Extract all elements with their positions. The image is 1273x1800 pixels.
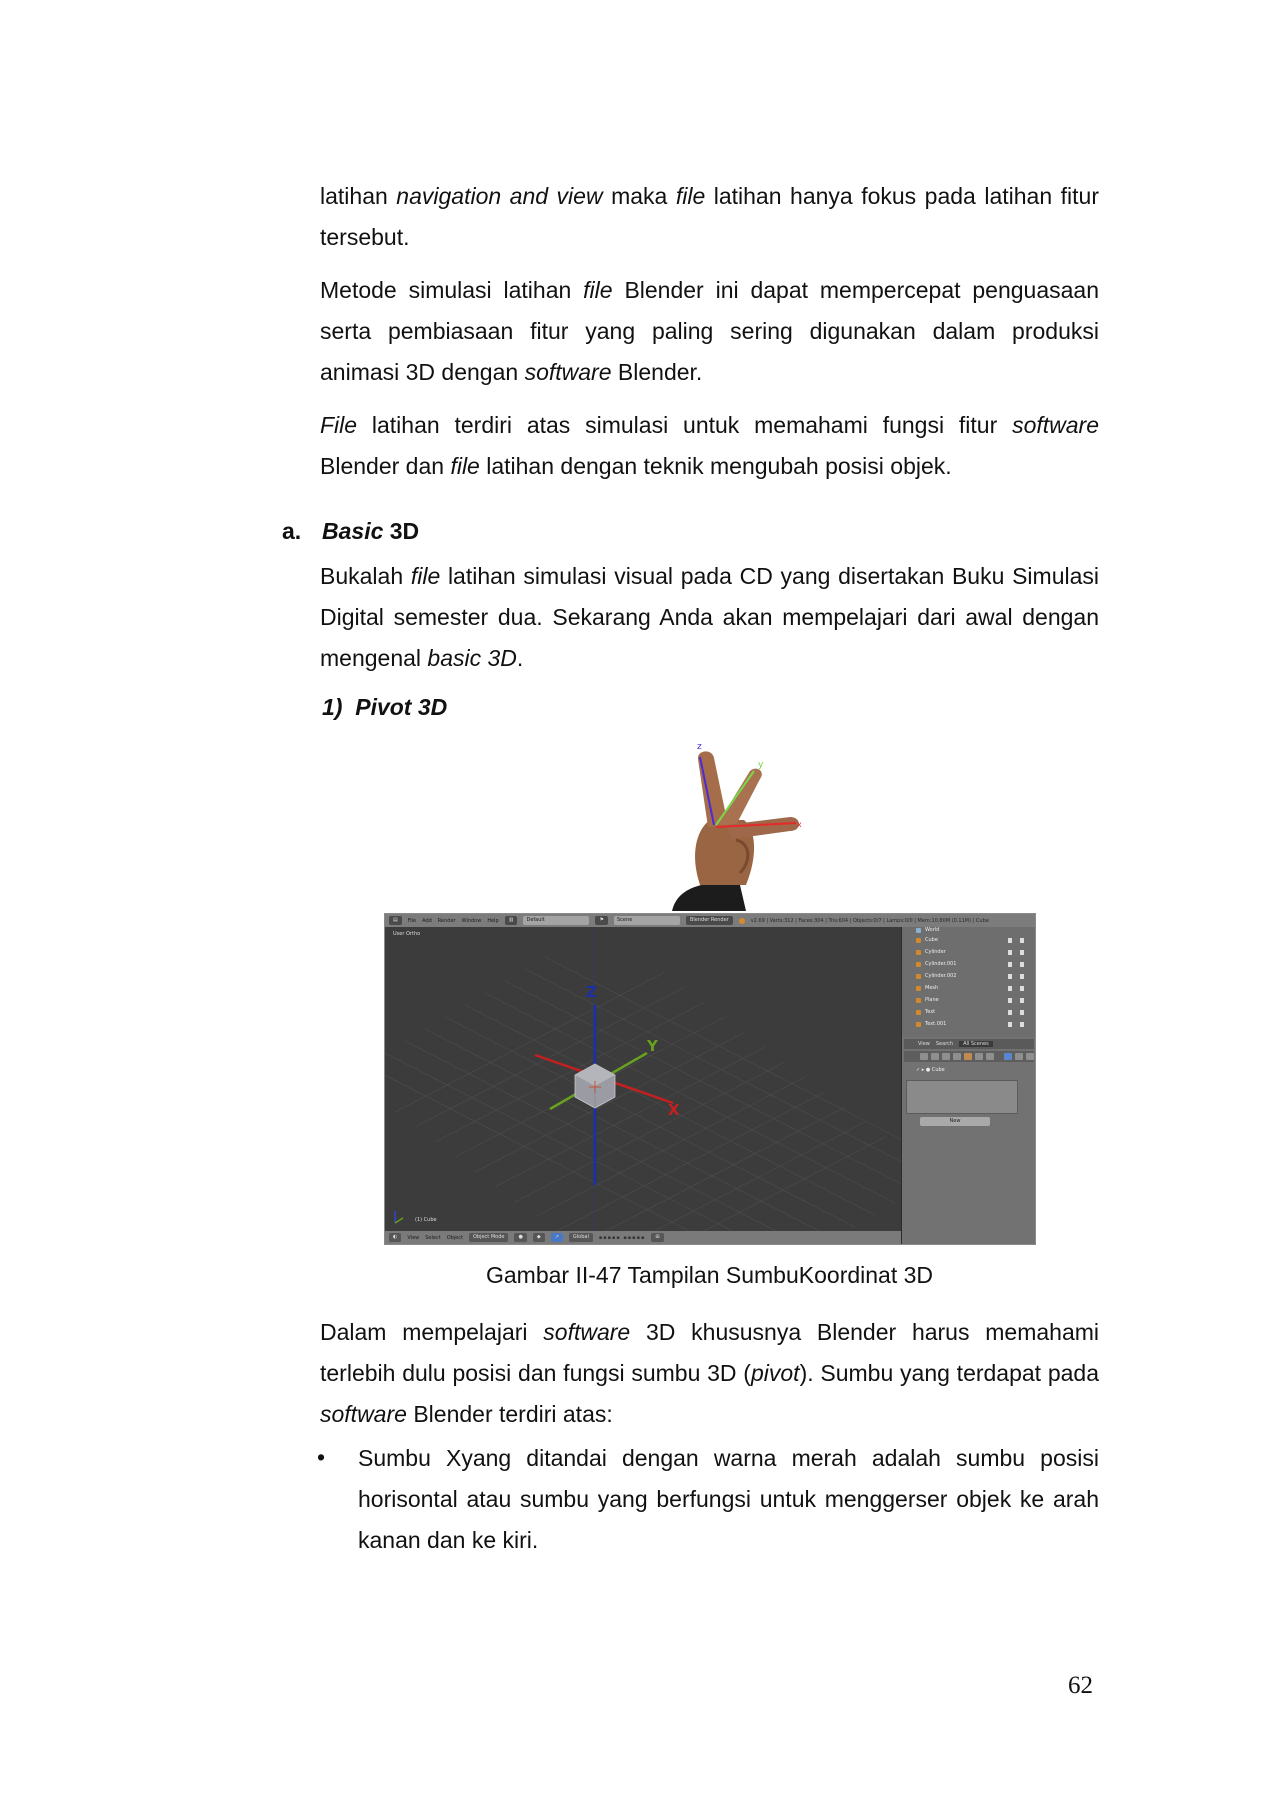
outliner-item: Cylinder.002: [916, 971, 1028, 981]
outliner-item: Cylinder.001: [916, 959, 1028, 969]
sleeve-shape: [672, 883, 746, 911]
section-title: [322, 518, 419, 545]
section-title-italic: Basic: [322, 518, 384, 544]
layout-field: Default: [523, 916, 589, 925]
menu-object: Object: [446, 1234, 463, 1241]
hand-x-label: x: [797, 820, 802, 829]
section-title-rest: 3D: [383, 518, 420, 544]
active-object-label: (1) Cube: [415, 1217, 437, 1223]
layer-buttons: ▪▪▪▪▪ ▪▪▪▪▪: [598, 1234, 646, 1241]
figure-caption: Gambar II-47 Tampilan SumbuKoordinat 3D: [485, 1262, 934, 1288]
section-marker: a.: [282, 518, 302, 544]
blender-screenshot: [384, 913, 1036, 1245]
bullet-marker: •: [317, 1444, 326, 1470]
subsection-marker: 1): [322, 694, 343, 720]
y-axis-label: Y: [647, 1037, 658, 1055]
3d-viewport: [385, 927, 901, 1231]
viewport-grid: [385, 927, 901, 1231]
hand-axes-illustration: [640, 735, 810, 911]
outliner-item: Cube: [916, 935, 1028, 945]
outliner-item: Text.001: [916, 1019, 1028, 1029]
subsection-title: Pivot 3D: [355, 694, 448, 720]
menu-file: File: [407, 917, 417, 924]
outliner-item: Plane: [916, 995, 1028, 1005]
properties-tabs: [904, 1051, 1034, 1062]
material-slot-list: [906, 1080, 1018, 1114]
viewport-header: [385, 1231, 901, 1244]
manipulator-icon: ↗: [551, 1233, 563, 1242]
layout-icon: ▥: [505, 916, 518, 925]
outliner-item: Text: [916, 1007, 1028, 1017]
menu-view: View: [407, 1234, 420, 1241]
paragraph-5: Dalam mempelajari software 3D khususnya Blender harus memahami terlebih dulu posisi dan fungsi sumbu 3D (pivot). Sumbu yang terdapat pada software Blender terdiri atas:: [320, 1319, 1100, 1427]
mode-select: Object Mode: [469, 1233, 509, 1242]
paragraph-4: Bukalah file latihan simulasi visual pada CD yang disertakan Buku Simulasi Digital semester dua. Sekarang Anda akan mempelajari dari awal dengan mengenal basic 3D.: [320, 563, 1099, 671]
outliner: [902, 927, 1036, 1037]
menu-add: Add: [422, 917, 432, 924]
snap-icon: ⊞: [651, 1233, 663, 1242]
orientation-select: Global: [569, 1233, 593, 1242]
page-number: 62: [1068, 1672, 1093, 1699]
properties-context: ✓ ▸ ● Cube: [916, 1067, 945, 1073]
hand-z-label: z: [697, 742, 702, 752]
menu-window: Window: [461, 917, 482, 924]
menu-help: Help: [487, 917, 499, 924]
paragraph-2: Metode simulasi latihan file Blender ini dapat mempercepat penguasaan serta pembiasaan fitur yang paling sering digunakan dalam produksi animasi 3D dengan software Blender.: [320, 277, 1099, 385]
scene-field: Scene: [614, 916, 680, 925]
subsection-heading: [322, 694, 447, 721]
pivot-icon: ◆: [533, 1233, 545, 1242]
z-axis-label: Z: [586, 983, 597, 1001]
editor-type-icon: ▤: [389, 916, 402, 925]
sidebar-panels: [901, 927, 1036, 1244]
scene-icon: ⚑: [595, 916, 607, 925]
new-material-button: New: [920, 1117, 990, 1126]
paragraph-3: File latihan terdiri atas simulasi untuk memahami fungsi fitur software Blender dan file latihan dengan teknik mengubah posisi objek.: [320, 412, 1099, 479]
blender-logo-icon: [739, 918, 745, 924]
shading-icon: ●: [514, 1233, 526, 1242]
menu-select: Select: [425, 1234, 441, 1241]
x-axis-label: X: [668, 1101, 680, 1119]
bullet-item: Sumbu Xyang ditandai dengan warna merah adalah sumbu posisi horisontal atau sumbu yang berfungsi untuk menggerser objek ke arah kanan dan ke kiri.: [358, 1445, 1099, 1553]
viewport-editor-icon: ◐: [389, 1233, 401, 1242]
paragraph-1: latihan navigation and view maka file latihan hanya fokus pada latihan fitur tersebut.: [320, 183, 1099, 250]
outliner-item: World: [916, 925, 1028, 935]
outliner-item: Cylinder: [916, 947, 1028, 957]
menu-render: Render: [437, 917, 456, 924]
outliner-item: Mesh: [916, 983, 1028, 993]
viewport-label: User Ortho: [393, 931, 421, 937]
outliner-header: View Search All Scenes: [904, 1039, 1034, 1049]
render-engine-select: Blender Render: [686, 916, 733, 925]
hand-y-label: y: [758, 760, 764, 770]
scene-stats: v2.69 | Verts:312 | Faces:304 | Tris:604 | Objects:0/7 | Lamps:0/0 | Mem:10.80M (0.11M) | Cube: [750, 917, 989, 924]
